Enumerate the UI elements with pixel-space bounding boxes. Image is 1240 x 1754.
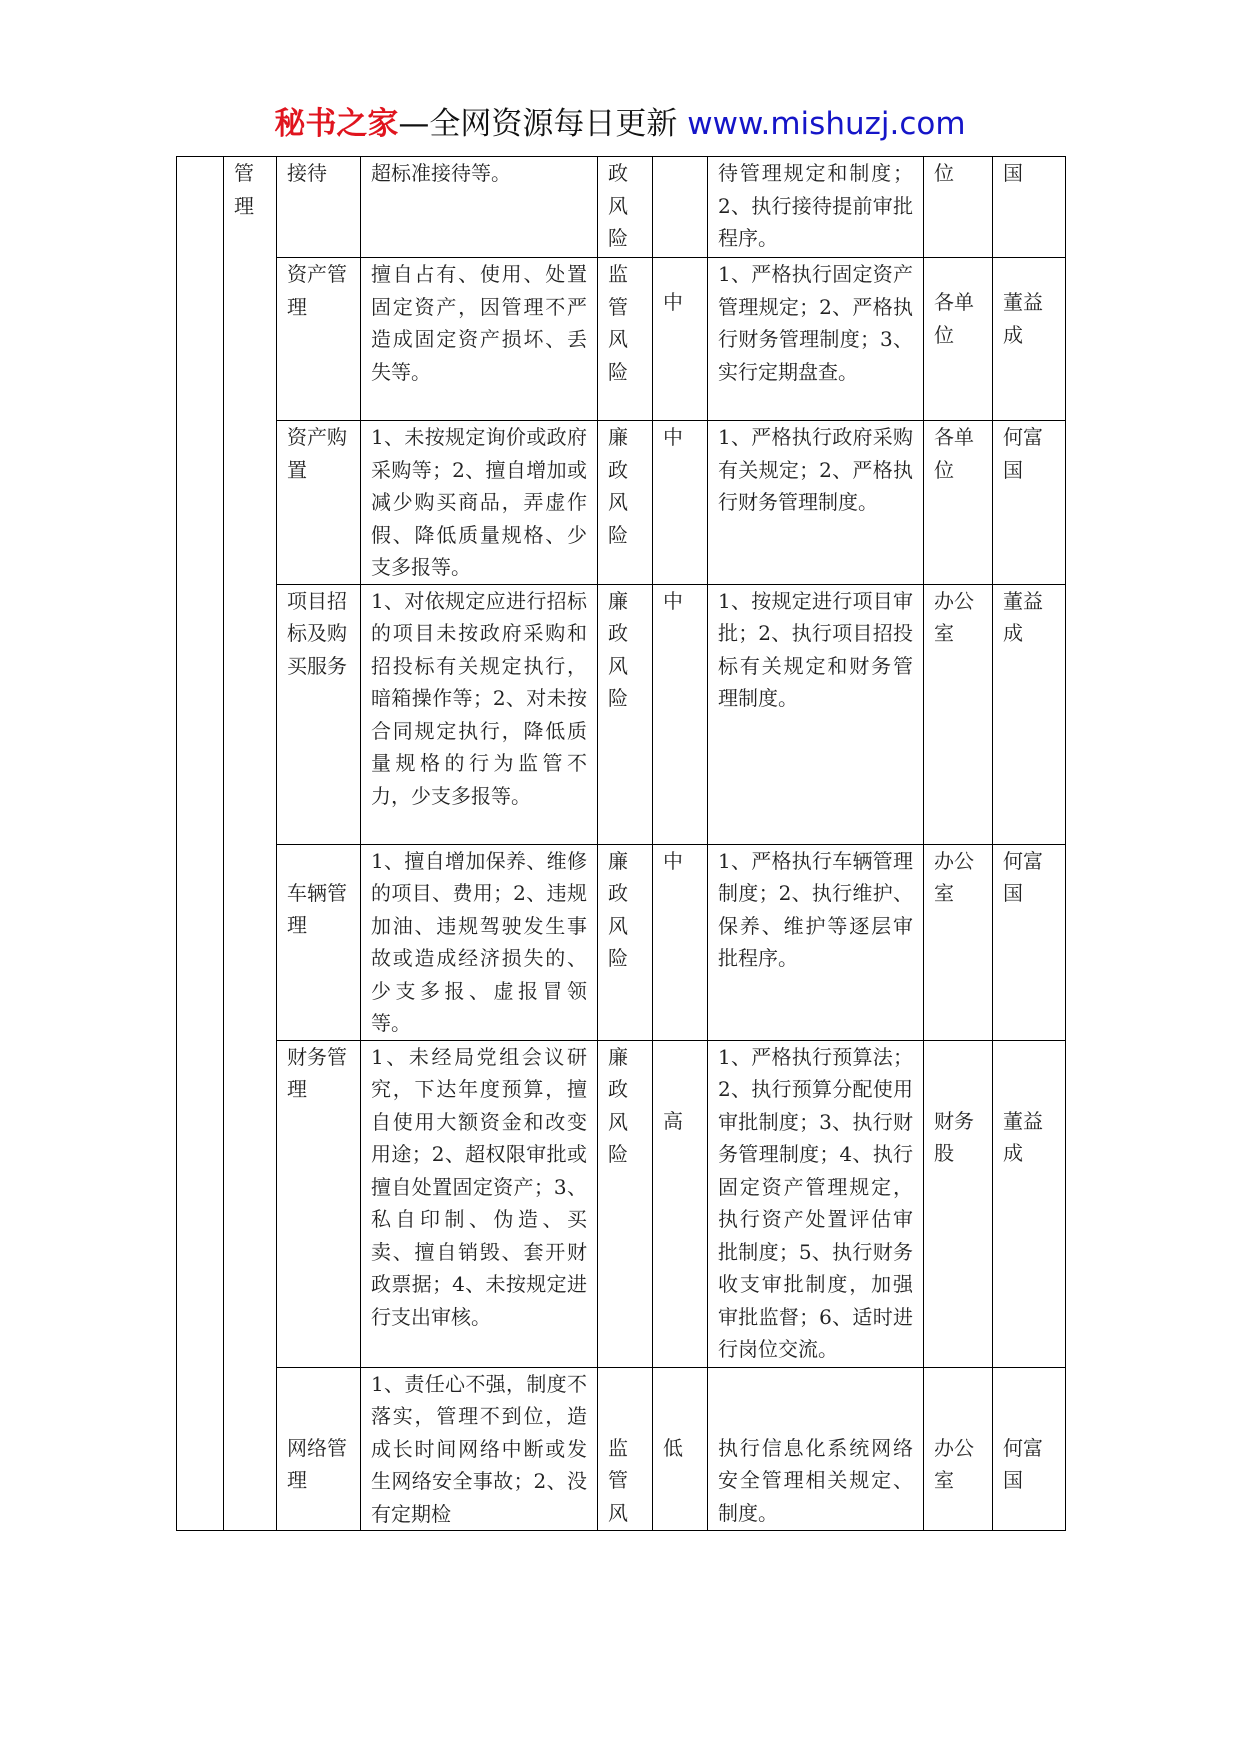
person-cell: 董益成 [993,584,1066,844]
level-cell: 中 [653,258,708,421]
dept-cell: 各单位 [924,421,993,585]
type-cell: 廉政风险 [598,844,653,1040]
dept-cell: 办公室 [924,584,993,844]
level-cell: 中 [653,421,708,585]
table-row [177,157,1066,258]
measures-cell: 1、严格执行预算法；2、执行预算分配使用审批制度；3、执行财务管理制度；4、执行固定资产管理规定，执行资产处置评估审批制度；5、执行财务收支审批制度，加强审批监督；6、适时进行岗位交流。 [708,1040,924,1367]
dept-cell: 办公室 [924,844,993,1040]
item-cell: 项目招标及购买服务 [277,584,361,844]
category-cell: 管理 [224,157,277,1531]
level-cell: 低 [653,1367,708,1531]
type-cell: 政风险 [598,157,653,258]
table-row [177,844,1066,1040]
dept-cell: 位 [924,157,993,258]
type-cell: 监管风 [598,1367,653,1531]
risk-cell: 1、未经局党组会议研究，下达年度预算，擅自使用大额资金和改变用途；2、超权限审批或擅自处置固定资产；3、私自印制、伪造、买卖、擅自销毁、套开财政票据；4、未按规定进行支出审核。 [361,1040,598,1367]
person-cell: 何富国 [993,1367,1066,1531]
person-cell: 何富国 [993,844,1066,1040]
person-cell: 董益成 [993,1040,1066,1367]
table-row [177,258,1066,421]
person-cell: 董益成 [993,258,1066,421]
dept-cell: 办公室 [924,1367,993,1531]
table-row [177,1367,1066,1531]
risk-table [176,156,1066,1531]
measures-cell: 1、按规定进行项目审批；2、执行项目招投标有关规定和财务管理制度。 [708,584,924,844]
table-row [177,421,1066,585]
item-cell: 接待 [277,157,361,258]
measures-cell: 待管理规定和制度；2、执行接待提前审批程序。 [708,157,924,258]
level-cell: 高 [653,1040,708,1367]
level-cell: 中 [653,584,708,844]
measures-cell: 1、严格执行固定资产管理规定；2、严格执行财务管理制度；3、实行定期盘查。 [708,258,924,421]
brand-name: 秘书之家 [274,106,399,142]
table-row [177,584,1066,844]
dept-cell: 财务股 [924,1040,993,1367]
measures-cell: 1、严格执行车辆管理制度；2、执行维护、保养、维护等逐层审批程序。 [708,844,924,1040]
risk-cell: 1、擅自增加保养、维修的项目、费用；2、违规加油、违规驾驶发生事故或造成经济损失的、少支多报、虚报冒领等。 [361,844,598,1040]
type-cell: 廉政风险 [598,584,653,844]
item-cell: 财务管理 [277,1040,361,1367]
level-cell: 中 [653,844,708,1040]
level-cell [653,157,708,258]
item-cell: 资产管理 [277,258,361,421]
type-cell: 监管风险 [598,258,653,421]
header-url[interactable]: www.mishuzj.com [687,106,966,142]
item-cell: 车辆管理 [277,844,361,1040]
table-row [177,1040,1066,1367]
site-header [0,104,1240,144]
risk-cell: 1、责任心不强，制度不落实，管理不到位，造成长时间网络中断或发生网络安全事故；2、没有定期检 [361,1367,598,1531]
header-tagline: —全网资源每日更新 [398,106,688,142]
type-cell: 廉政风险 [598,421,653,585]
dept-cell: 各单位 [924,258,993,421]
type-cell: 廉政风险 [598,1040,653,1367]
risk-cell: 1、未按规定询价或政府采购等；2、擅自增加或减少购买商品，弄虚作假、降低质量规格、少支多报等。 [361,421,598,585]
measures-cell: 1、严格执行政府采购有关规定；2、严格执行财务管理制度。 [708,421,924,585]
blank-cell [177,157,224,1531]
person-cell: 国 [993,157,1066,258]
risk-cell: 超标准接待等。 [361,157,598,258]
risk-cell: 1、对依规定应进行招标的项目未按政府采购和招投标有关规定执行，暗箱操作等；2、对未按合同规定执行，降低质量规格的行为监管不力，少支多报等。 [361,584,598,844]
risk-cell: 擅自占有、使用、处置固定资产，因管理不严造成固定资产损坏、丢失等。 [361,258,598,421]
item-cell: 资产购置 [277,421,361,585]
person-cell: 何富国 [993,421,1066,585]
measures-cell: 执行信息化系统网络安全管理相关规定、制度。 [708,1367,924,1531]
item-cell: 网络管理 [277,1367,361,1531]
